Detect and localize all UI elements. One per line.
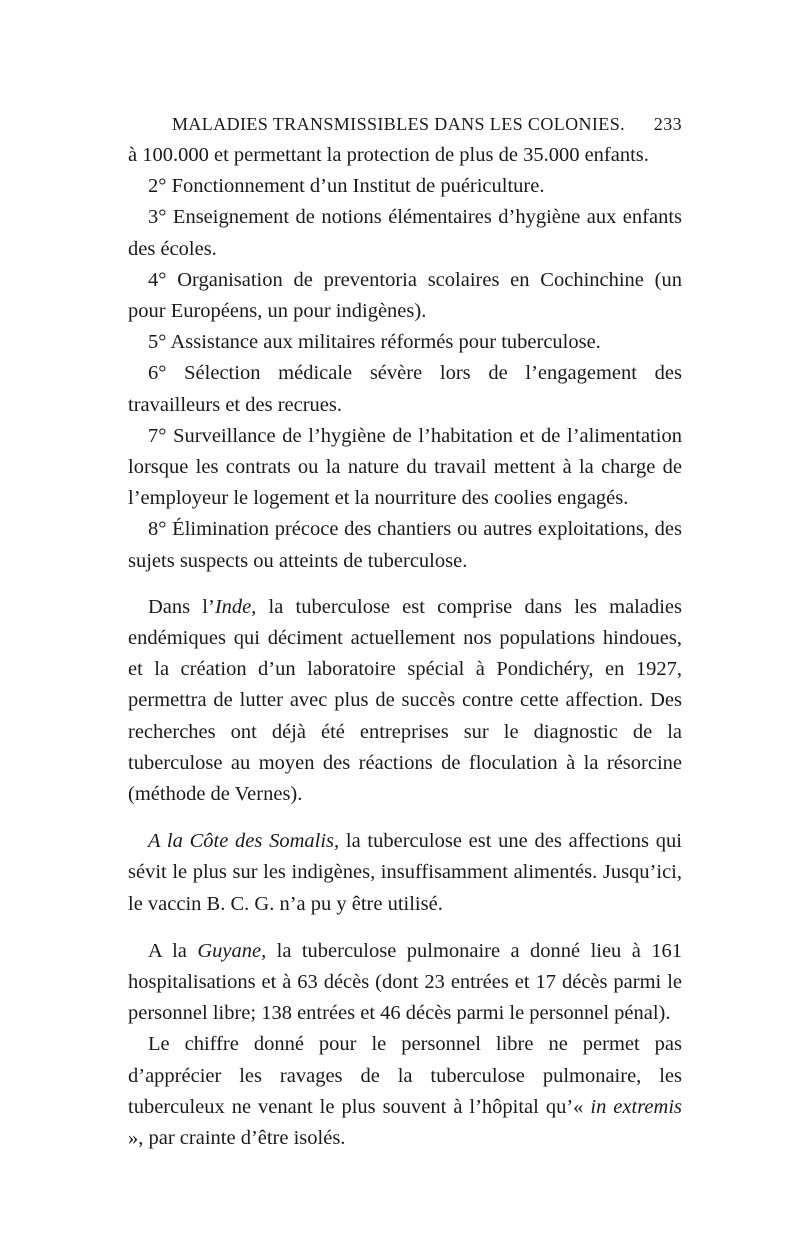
paragraph-continuation: à 100.000 et permettant la protection de plus de 35.000 enfants. xyxy=(128,144,649,166)
paragraph-somalis xyxy=(128,826,682,920)
paragraph-chiffre-pre: Le chiffre donné pour le personnel libre ne permet pas d’apprécier les ravages de la tuberculose pulmonaire, les tuberculeux ne venant le plus souvent à l’hôpital qu’« xyxy=(128,1033,682,1118)
paragraph-guyane xyxy=(128,936,682,1030)
place-name-guyane: Guyane xyxy=(197,939,262,962)
paragraph-guyane-body: , la tuberculose pulmonaire a donné lieu à 161 hospitalisations et à 63 décès (dont 23 entrées et 17 décès parmi le personnel libre; 138 entrées et 46 décès parmi le personnel pénal). xyxy=(128,939,682,1025)
paragraph-somalis-body: , la tuberculose est une des affections qui sévit le plus sur les indigènes, insuffisamment alimentés. Jusqu’ici, le vaccin B. C. G. n’a pu y être utilisé. xyxy=(128,830,682,915)
paragraph-guyane-pre: A la xyxy=(148,939,198,962)
running-title: MALADIES TRANSMISSIBLES DANS LES COLONIES. xyxy=(172,114,626,134)
place-name-inde: Inde xyxy=(214,595,252,618)
list-item-2: 2° Fonctionnement d’un Institut de puériculture. xyxy=(148,175,545,198)
list-item-6: 6° Sélection médicale sévère lors de l’engagement des travailleurs et des recrues. xyxy=(128,362,682,416)
place-name-somalis: A la Côte des Somalis xyxy=(148,830,335,853)
page-number: 233 xyxy=(653,114,682,134)
paragraph-inde-body: , la tuberculose est comprise dans les maladies endémiques qui déciment actuellement nos populations hindoues, et la création d’un laboratoire spécial à Pondichéry, en 1927, permettra de lutter avec plus de succès contre cette affection. Des recherches ont déjà été entreprises sur le diagnostic de la tuberculose au moyen des réactions de floculation à la résorcine (méthode de Vernes). xyxy=(128,595,682,806)
running-header xyxy=(128,110,682,138)
list-item-8: 8° Élimination précoce des chantiers ou autres exploitations, des sujets suspects ou atteints de tuberculose. xyxy=(128,518,682,572)
book-page xyxy=(128,110,682,1154)
list-item-3: 3° Enseignement de notions élémentaires d’hygiène aux enfants des écoles. xyxy=(128,206,682,260)
list-item-7: 7° Surveillance de l’hygiène de l’habitation et de l’alimentation lorsque les contrats ou la nature du travail mettent à la charge de l’employeur le logement et la nourriture des coolies engagés. xyxy=(128,424,682,510)
paragraph-chiffre-post: », par crainte d’être isolés. xyxy=(128,1127,346,1150)
list-item-5: 5° Assistance aux militaires réformés pour tuberculose. xyxy=(148,331,601,354)
paragraph-chiffre xyxy=(128,1029,682,1154)
paragraph-inde xyxy=(128,592,682,810)
list-item-4: 4° Organisation de preventoria scolaires en Cochinchine (un pour Européens, un pour indigènes). xyxy=(128,268,682,323)
paragraph-inde-pre: Dans l’ xyxy=(148,595,215,618)
latin-phrase: in extremis xyxy=(590,1095,682,1118)
